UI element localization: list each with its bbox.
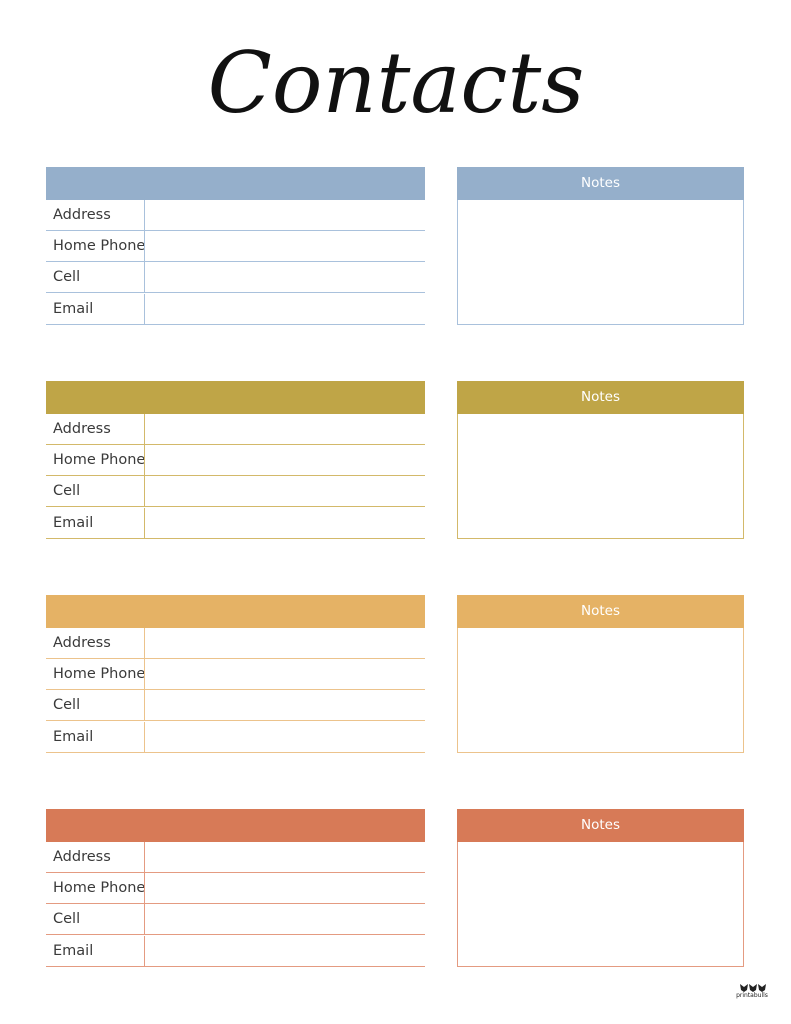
address-field[interactable] [144, 414, 426, 444]
email-row [46, 508, 425, 539]
notes-header: Notes [457, 381, 744, 414]
notes-area[interactable] [458, 628, 743, 752]
home-phone-field[interactable] [144, 659, 426, 689]
brand-logo [732, 981, 772, 1003]
home-phone-field[interactable] [144, 445, 426, 475]
cell-label: Cell [53, 483, 81, 499]
contact-block-4 [0, 809, 791, 969]
address-row [46, 628, 425, 659]
notes-header: Notes [457, 595, 744, 628]
email-label: Email [53, 301, 94, 317]
title-lettering [186, 30, 606, 140]
address-label: Address [53, 421, 111, 437]
email-row [46, 936, 425, 967]
cell-row [46, 262, 425, 293]
cell-field[interactable] [144, 690, 426, 720]
notes-header: Notes [457, 809, 744, 842]
home-phone-field[interactable] [144, 873, 426, 903]
email-row [46, 722, 425, 753]
home-phone-field[interactable] [144, 231, 426, 261]
address-row [46, 414, 425, 445]
cell-label: Cell [53, 911, 81, 927]
contact-name-header[interactable] [46, 809, 425, 842]
notes-box [457, 381, 744, 539]
contact-card [46, 809, 425, 967]
address-field[interactable] [144, 842, 426, 872]
email-field[interactable] [144, 294, 426, 324]
home-phone-label: Home Phone [53, 452, 146, 468]
contact-name-header[interactable] [46, 167, 425, 200]
notes-header: Notes [457, 167, 744, 200]
cell-field[interactable] [144, 262, 426, 292]
contact-name-header[interactable] [46, 381, 425, 414]
address-label: Address [53, 849, 111, 865]
notes-box [457, 167, 744, 325]
home-phone-row [46, 873, 425, 904]
notes-area[interactable] [458, 414, 743, 538]
cell-row [46, 476, 425, 507]
cell-row [46, 904, 425, 935]
page-title [0, 30, 791, 140]
contact-block-1 [0, 167, 791, 327]
home-phone-row [46, 445, 425, 476]
notes-box [457, 809, 744, 967]
address-label: Address [53, 207, 111, 223]
contact-card [46, 595, 425, 753]
contact-card [46, 167, 425, 325]
email-field[interactable] [144, 936, 426, 966]
address-field[interactable] [144, 628, 426, 658]
notes-area[interactable] [458, 842, 743, 966]
home-phone-row [46, 659, 425, 690]
address-field[interactable] [144, 200, 426, 230]
cell-row [46, 690, 425, 721]
email-field[interactable] [144, 508, 426, 538]
contact-block-2 [0, 381, 791, 541]
cell-label: Cell [53, 269, 81, 285]
title-text: Contacts [207, 34, 584, 132]
email-label: Email [53, 515, 94, 531]
contact-block-3 [0, 595, 791, 755]
email-label: Email [53, 729, 94, 745]
email-field[interactable] [144, 722, 426, 752]
contact-name-header[interactable] [46, 595, 425, 628]
home-phone-label: Home Phone [53, 666, 146, 682]
brand-name: printabulls [736, 992, 768, 999]
address-label: Address [53, 635, 111, 651]
address-row [46, 842, 425, 873]
home-phone-label: Home Phone [53, 238, 146, 254]
email-row [46, 294, 425, 325]
home-phone-label: Home Phone [53, 880, 146, 896]
contact-card [46, 381, 425, 539]
notes-box [457, 595, 744, 753]
email-label: Email [53, 943, 94, 959]
cell-field[interactable] [144, 476, 426, 506]
address-row [46, 200, 425, 231]
notes-area[interactable] [458, 200, 743, 324]
cell-label: Cell [53, 697, 81, 713]
cell-field[interactable] [144, 904, 426, 934]
home-phone-row [46, 231, 425, 262]
